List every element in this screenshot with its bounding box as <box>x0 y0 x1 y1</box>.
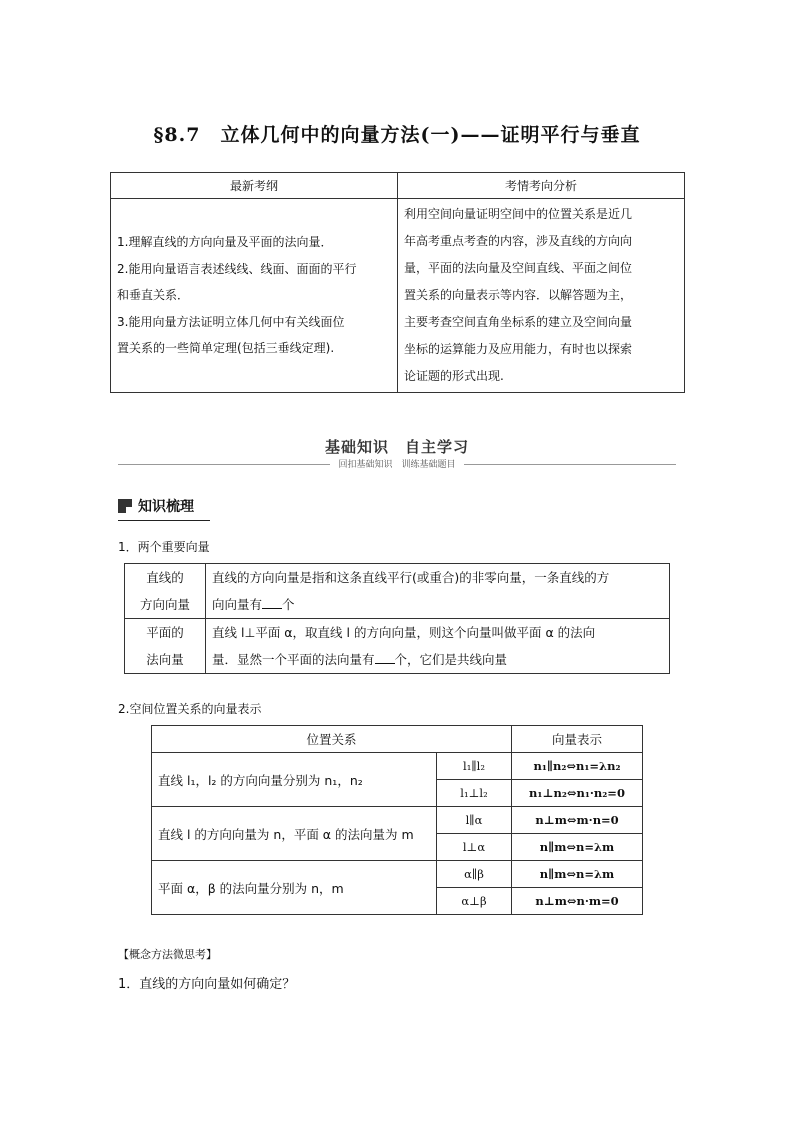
vector-header: 向量表示 <box>512 726 643 753</box>
group-description: 平面 α，β 的法向量分别为 n，m <box>152 861 437 915</box>
concept-heading: 【概念方法微思考】 <box>118 948 217 961</box>
vector-cell: n⊥m⇔m·n=0 <box>512 807 643 834</box>
vector-cell: n₁⊥n₂⇔n₁·n₂=0 <box>512 780 643 807</box>
question-1: 1．直线的方向向量如何确定？ <box>118 977 296 992</box>
outline-cell <box>111 199 398 393</box>
analysis-line: 年高考重点考查的内容，涉及直线的方向向 <box>404 234 633 248</box>
left-header: 最新考纲 <box>111 173 398 199</box>
analysis-line: 利用空间向量证明空间中的位置关系是近几 <box>404 207 633 221</box>
outline-line: 和垂直关系． <box>117 288 190 303</box>
knowledge-heading <box>118 496 210 521</box>
analysis-line: 坐标的运算能力及应用能力，有时也以探索 <box>404 342 633 356</box>
relation-cell: α∥β <box>437 861 512 888</box>
square-bullet-icon <box>118 499 132 513</box>
direction-vector-definition: 直线的方向向量是指和这条直线平行(或重合)的非零向量，一条直线的方 向向量有 个 <box>206 564 670 619</box>
outline-line: 3.能用向量方法证明立体几何中有关线面位 <box>117 314 345 329</box>
vector-cell: n₁∥n₂⇔n₁=λn₂ <box>512 753 643 780</box>
right-header: 考情考向分析 <box>398 173 685 199</box>
group-description: 直线 l₁，l₂ 的方向向量分别为 n₁，n₂ <box>152 753 437 807</box>
knowledge-heading-text: 知识梳理 <box>138 499 194 515</box>
vector-cell: n∥m⇔n=λm <box>512 861 643 888</box>
outline-line: 1.理解直线的方向向量及平面的法向量． <box>117 235 333 250</box>
relation-cell: l₁⊥l₂ <box>437 780 512 807</box>
exam-outline-table <box>110 172 685 393</box>
relation-cell: α⊥β <box>437 888 512 915</box>
normal-vector-name: 平面的 法向量 <box>125 619 206 674</box>
outline-line: 置关系的一些简单定理(包括三垂线定理). <box>117 341 335 356</box>
relation-cell: l∥α <box>437 807 512 834</box>
section-banner <box>118 436 676 470</box>
group-description: 直线 l 的方向向量为 n，平面 α 的法向量为 m <box>152 807 437 861</box>
analysis-line: 置关系的向量表示等内容．以解答题为主， <box>404 288 633 302</box>
relation-header: 位置关系 <box>152 726 512 753</box>
vector-cell: n∥m⇔n=λm <box>512 834 643 861</box>
direction-vector-name: 直线的 方向向量 <box>125 564 206 619</box>
two-vectors-table <box>124 563 670 674</box>
vector-cell: n⊥m⇔n·m=0 <box>512 888 643 915</box>
section2-heading: 2.空间位置关系的向量表示 <box>118 702 262 716</box>
section1-heading: 1．两个重要向量 <box>118 540 210 554</box>
banner-subtitle: 回扣基础知识 训练基础题目 <box>330 460 463 470</box>
relation-cell: l⊥α <box>437 834 512 861</box>
relation-table <box>151 725 643 915</box>
banner-title: 基础知识 自主学习 <box>324 438 469 456</box>
outline-line: 2.能用向量语言表述线线、线面、面面的平行 <box>117 261 357 276</box>
fill-blank <box>375 651 395 664</box>
analysis-line: 论证题的形式出现. <box>404 369 504 383</box>
analysis-cell <box>398 199 685 393</box>
analysis-line: 量，平面的法向量及空间直线、平面之间位 <box>404 261 633 275</box>
relation-cell: l₁∥l₂ <box>437 753 512 780</box>
fill-blank <box>262 596 282 609</box>
page-title: §8.7 立体几何中的向量方法(一)——证明平行与垂直 <box>153 124 641 146</box>
normal-vector-definition: 直线 l⊥平面 α，取直线 l 的方向向量，则这个向量叫做平面 α 的法向 量．显然一个平面的法向量有 个，它们是共线向量 <box>206 619 670 674</box>
analysis-line: 主要考查空间直角坐标系的建立及空间向量 <box>404 315 633 329</box>
